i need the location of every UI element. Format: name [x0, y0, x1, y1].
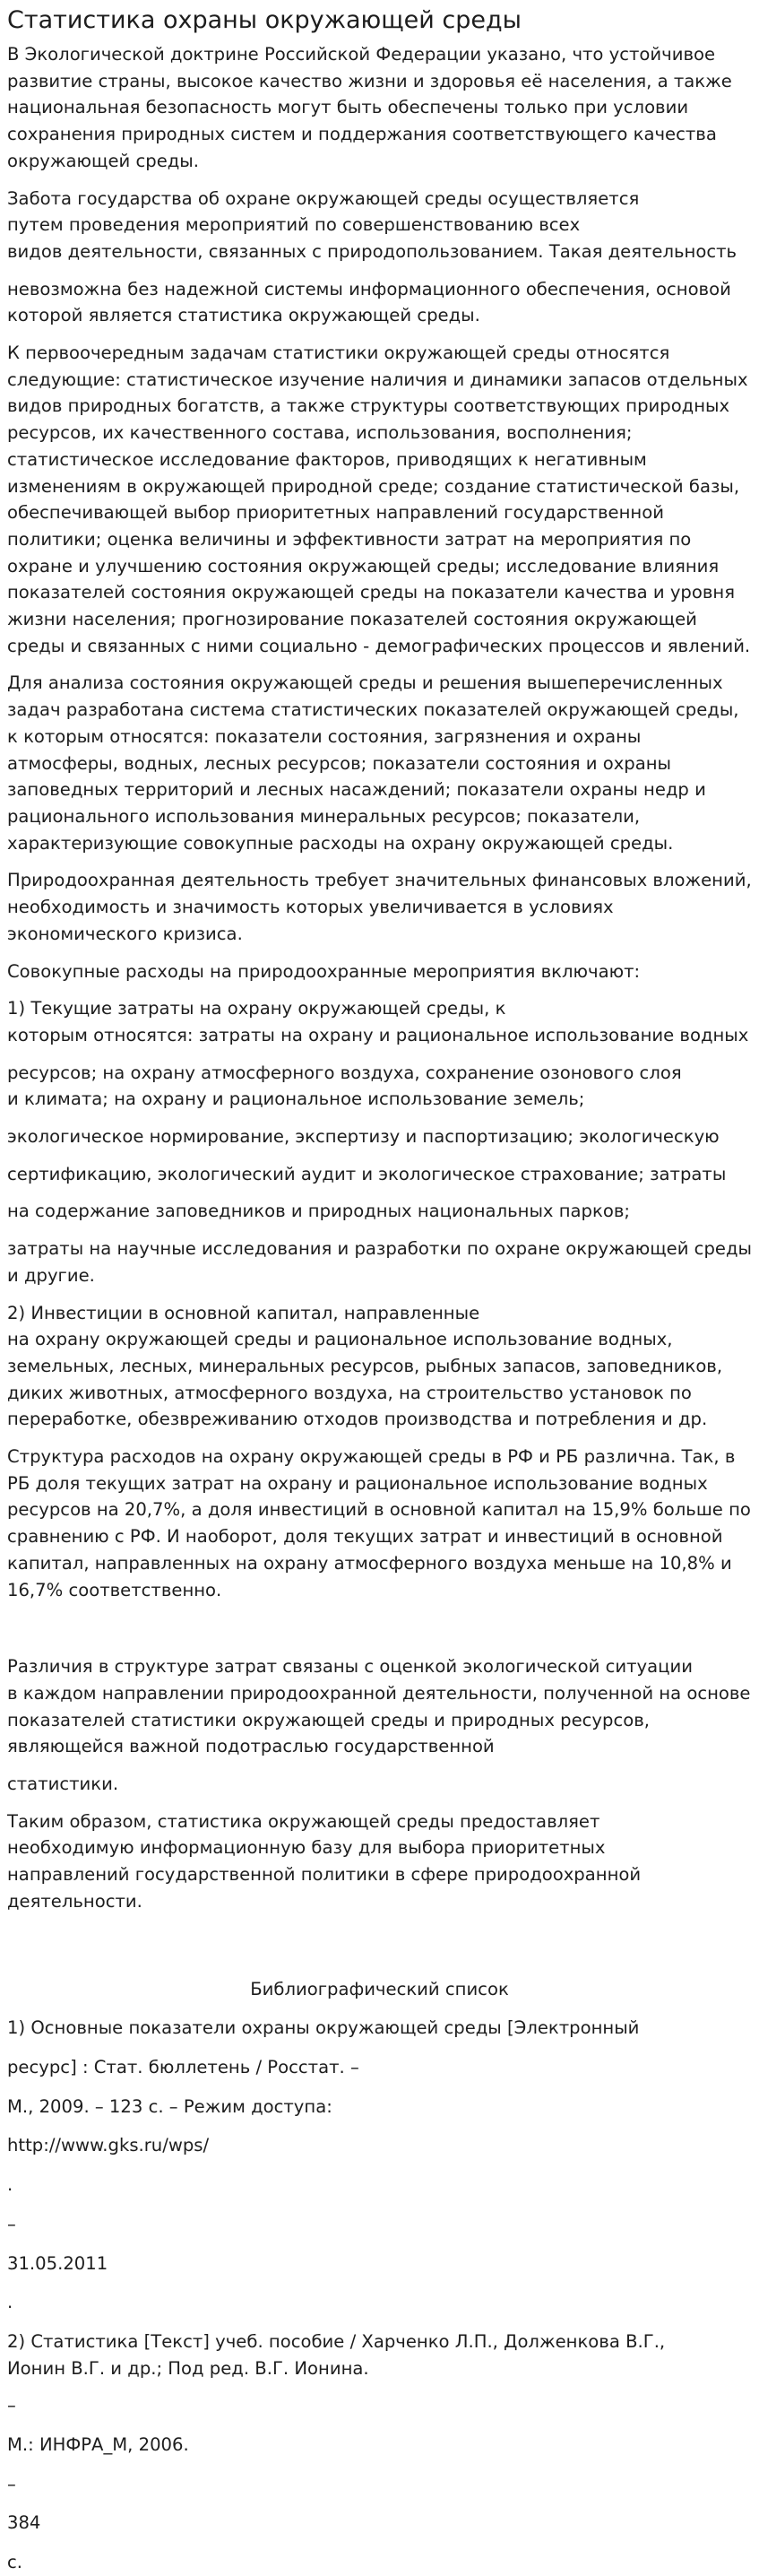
text-line: путем проведения мероприятий по совершенствованию всех — [7, 214, 581, 236]
paragraph-statistics-word: статистики. — [7, 1774, 119, 1795]
bibliography-line: . — [7, 2292, 13, 2313]
bibliography — [7, 1976, 752, 2576]
paragraph-certification: сертификацию, экологический аудит и экологическое страхование; затраты — [7, 1163, 727, 1184]
text-line: ресурсов; на охрану атмосферного воздуха, сохранение озонового слоя — [7, 1062, 682, 1083]
paragraph-financing: Природоохранная деятельность требует значительных финансовых вложений, необходимость и значимость которых увеличивается в условиях экономического кризиса. — [7, 870, 752, 944]
text-line: 2) Инвестиции в основной капитал, направленные — [7, 1302, 480, 1323]
paragraph-resources — [7, 1060, 752, 1113]
paragraph-priority-tasks: К первоочередным задачам статистики окружающей среды относятся следующие: статистическое изучение наличия и динамики запасов отдельных видов природных богатств, а также структуры соответствующих природных ресурсов, их качественного состава, использования, восполнения; статистическое исследование факторов, приводящих к негативным изменениям в окружающей природной среде; создание статистической базы, обеспечивающей выбор приоритетных направлений государственной политики; оценка величины и эффективности затрат на мероприятия по охране и улучшению состояния окружающей среды; исследование влияния показателей состояния окружающей среды на показатели качества и уровня жизни населения; прогнозирование показателей состояния окружающей среды и связанных с ними социально - демографических процессов и явлений. — [7, 343, 751, 656]
text-line: показателей статистики окружающей среды и природных ресурсов, — [7, 1709, 650, 1730]
paragraph-info-support: невозможна без надежной системы информационного обеспечения, основой которой является статистика окружающей среды. — [7, 278, 731, 326]
text-line: 2) Статистика [Текст] учеб. пособие / Харченко Л.П., Долженкова В.Г., — [7, 2330, 666, 2352]
text-line: Забота государства об охране окружающей среды осуществляется — [7, 187, 640, 209]
bibliography-line: М., 2009. – 123 с. – Режим доступа: — [7, 2095, 332, 2117]
bibliography-line: 384 — [7, 2512, 41, 2534]
bibliography-line: – — [7, 2395, 16, 2416]
paragraph-state-care — [7, 186, 752, 265]
list-item-investments — [7, 1300, 752, 1434]
text-line: Таким образом, статистика окружающей среды предоставляет — [7, 1810, 600, 1832]
list-item-current-costs — [7, 995, 752, 1048]
text-line: и климата; на охрану и рациональное использование земель; — [7, 1089, 585, 1110]
text-line: переработке, обезвреживанию отходов производства и потребления и др. — [7, 1409, 708, 1430]
text-line: 1) Текущие затраты на охрану окружающей среды, к — [7, 998, 506, 1019]
text-line: диких животных, атмосферного воздуха, на строительство установок по — [7, 1382, 692, 1403]
bibliography-line: . — [7, 2174, 13, 2196]
text-line: деятельности. — [7, 1890, 142, 1912]
text-line: на охрану окружающей среды и рациональное использование водных, — [7, 1329, 673, 1350]
text-line: которым относятся: затраты на охрану и рациональное использование водных — [7, 1024, 749, 1045]
bibliography-line: 1) Основные показатели охраны окружающей среды [Электронный — [7, 2017, 640, 2039]
text-line: земельных, лесных, минеральных ресурсов, рыбных запасов, заповедников, — [7, 1355, 723, 1376]
paragraph-conclusion — [7, 1808, 752, 1915]
blank-space — [7, 1926, 752, 1976]
bibliography-line: М.: ИНФРА_М, 2006. — [7, 2434, 189, 2456]
bibliography-item-2 — [7, 2329, 752, 2381]
text-line: Ионин В.Г. и др.; Под ред. В.Г. Ионина. — [7, 2357, 369, 2379]
paragraph-normalization: экологическое нормирование, экспертизу и паспортизацию; экологическую — [7, 1126, 720, 1148]
text-line: видов деятельности, связанных с природопользованием. Такая деятельность — [7, 240, 737, 262]
text-line: являющейся важной подотраслью государственной — [7, 1736, 495, 1757]
paragraph-differences — [7, 1653, 752, 1760]
blank-space — [7, 1614, 752, 1653]
paragraph-indicator-system: Для анализа состояния окружающей среды и решения вышеперечисленных задач разработана система статистических показателей окружающей среды, к которым относятся: показатели состояния, загрязнения и охраны атмосферы, водных, лесных ресурсов; показатели состояния и охраны заповедных территорий и лесных насаждений; показатели охраны недр и рационального использования минеральных ресурсов; показатели, характеризующие совокупные расходы на охрану окружающей среды. — [7, 672, 739, 854]
paragraph-doctrine: В Экологической доктрине Российской Федерации указано, что устойчивое развитие страны, высокое качество жизни и здоровья её населения, а также национальная безопасность могут быть обеспечены только при условии сохранения природных систем и поддержания соответствующего качества окружающей среды. — [7, 44, 732, 171]
text-line: в каждом направлении природоохранной деятельности, полученной на основе — [7, 1682, 751, 1704]
page-title: Статистика охраны окружающей среды — [7, 6, 522, 34]
paragraph-research: затраты на научные исследования и разработки по охране окружающей среды и другие. — [7, 1238, 752, 1286]
bibliography-heading: Библиографический список — [250, 1978, 509, 1999]
text-line: необходимую информационную базу для выбора приоритетных — [7, 1837, 606, 1859]
paragraph-total-expenses: Совокупные расходы на природоохранные мероприятия включают: — [7, 960, 641, 982]
bibliography-link: http://www.gks.ru/wps/ — [7, 2135, 210, 2156]
text-line: направлений государственной политики в сфере природоохранной — [7, 1864, 642, 1886]
bibliography-date: 31.05.2011 — [7, 2252, 108, 2274]
paragraph-reserves: на содержание заповедников и природных национальных парков; — [7, 1201, 630, 1222]
bibliography-line: – — [7, 2473, 16, 2494]
bibliography-line: с. — [7, 2552, 23, 2573]
text-line: Различия в структуре затрат связаны с оценкой экологической ситуации — [7, 1656, 693, 1678]
bibliography-line: – — [7, 2213, 16, 2234]
bibliography-line: ресурс] : Стат. бюллетень / Росстат. – — [7, 2057, 359, 2077]
paragraph-structure-comparison: Структура расходов на охрану окружающей среды в РФ и РБ различна. Так, в РБ доля текущих затрат на охрану и рациональное использование водных ресурсов на 20,7%, а доля инвестиций в основной капитал на 15,9% больше по сравнению с РФ. И наоборот, доля текущих затрат и инвестиций в основной капитал, направленных на охрану атмосферного воздуха меньше на 10,8% и 16,7% соответственно. — [7, 1446, 751, 1600]
